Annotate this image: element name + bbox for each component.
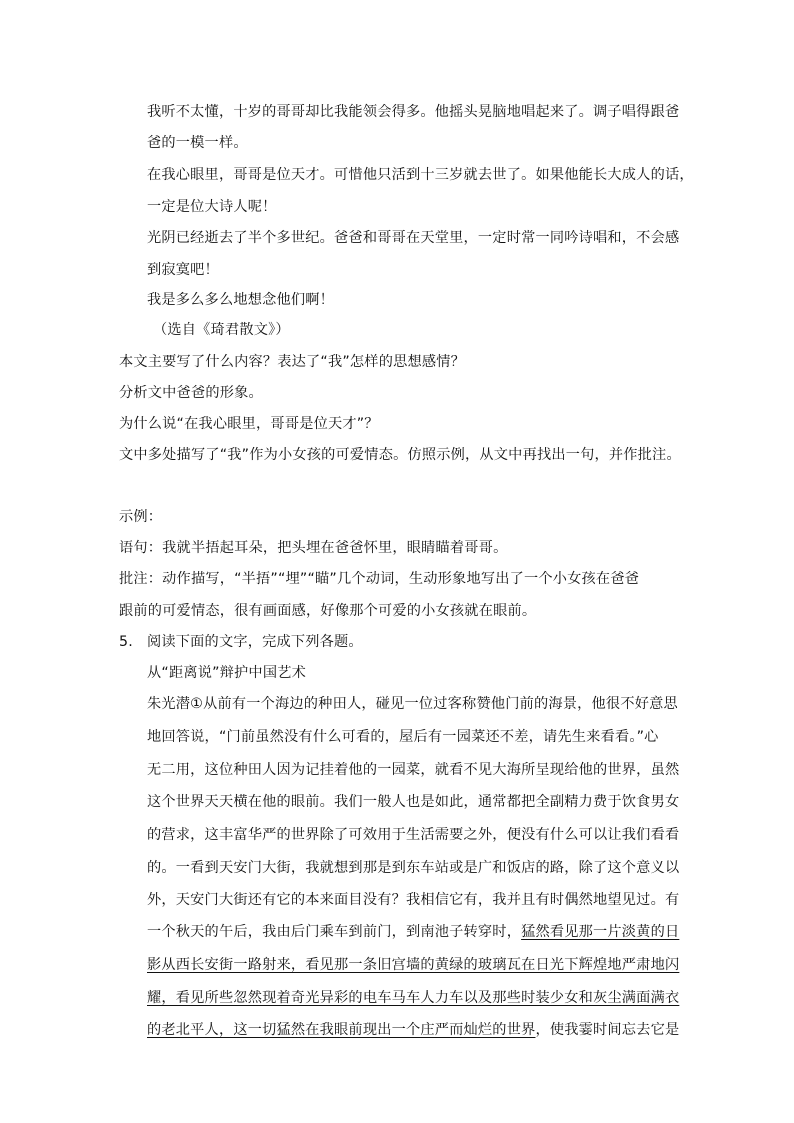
example-annotation: 跟前的可爱情态，很有画面感，好像那个可爱的小女孩就在眼前。 — [119, 603, 537, 619]
article-line: 这个世界天天横在他的眼前。我们一般人也是如此，通常都把全副精力费于饮食男女 — [147, 794, 680, 810]
underlined-passage: 猛然看见那一片淡黄的日 — [521, 924, 680, 940]
article-text: 一个秋天的午后，我由后门乘车到前门，到南池子转穿时， — [147, 924, 522, 940]
story-line: 到寂寞吧！ — [147, 262, 219, 278]
article-line — [147, 922, 679, 942]
story-line: 我是多么多么地想念他们啊！ — [147, 292, 335, 308]
story-line: 光阴已经逝去了半个多世纪。爸爸和哥哥在天堂里，一定时常一同吟诗唱和，不会感 — [147, 230, 680, 246]
article-line: 地回答说，“门前虽然没有什么可看的，屋后有一园菜还不差，请先生来看看。”心 — [147, 729, 659, 745]
underlined-passage: 影从西长安街一路射来，看见那一条旧宫墙的黄绿的玻璃瓦在日光下辉煌地严肃地闪 — [147, 957, 680, 973]
article-line: 的。一看到天安门大街，我就想到那是到东车站或是广和饭店的路，除了这个意义以 — [147, 860, 680, 876]
question-5-prompt: 阅读下面的文字，完成下列各题。 — [147, 634, 363, 650]
story-line: 爸的一模一样。 — [147, 135, 248, 151]
article-title: 从“距离说”辩护中国艺术 — [147, 665, 306, 681]
article-line: 朱光潜①从前有一个海边的种田人，碰见一位过客称赞他门前的海景，他很不好意思 — [147, 696, 678, 712]
source-citation: （选自《琦君散文》） — [153, 322, 290, 338]
example-sentence: 语句：我就半捂起耳朵，把头埋在爸爸怀里，眼睛瞄着哥哥。 — [119, 540, 508, 556]
example-heading: 示例： — [119, 509, 163, 525]
story-line: 我听不太懂，十岁的哥哥却比我能领会得多。他摇头晃脑地唱起来了。调子唱得跟爸 — [147, 104, 680, 120]
article-line: 无二用，这位种田人因为记挂着他的一园菜，就看不见大海所呈现给他的世界，虽然 — [147, 762, 680, 778]
question-3: 为什么说“在我心眼里，哥哥是位天才”？ — [119, 416, 379, 432]
underlined-passage: 的老北平人，这一切猛然在我眼前现出一个庄严而灿烂的世界 — [147, 1022, 536, 1038]
question-5-number: 5. — [119, 634, 133, 650]
question-4: 文中多处描写了“我”作为小女孩的可爱情态。仿照示例，从文中再找出一句，并作批注。 — [119, 447, 681, 463]
article-line: 外，天安门大街还有它的本来面目没有？我相信它有，我并且有时偶然地望见过。有 — [147, 892, 680, 908]
article-line: 的营求，这丰富华严的世界除了可效用于生活需要之外，便没有什么可以让我们看看 — [147, 827, 680, 843]
question-2: 分析文中爸爸的形象。 — [119, 385, 263, 401]
article-text: ，使我霎时间忘去它是 — [535, 1022, 680, 1038]
story-line: 在我心眼里，哥哥是位天才。可惜他只活到十三岁就去世了。如果他能长大成人的话， — [147, 167, 694, 183]
story-line: 一定是位大诗人呢！ — [147, 199, 277, 215]
example-annotation: 批注：动作描写，“半捂”“埋”“瞄”几个动词，生动形象地写出了一个小女孩在爸爸 — [119, 571, 640, 587]
underlined-passage: 耀，看见所些忽然现着奇光异彩的电车马车人力车以及那些时装少女和灰尘满面满衣 — [147, 990, 680, 1006]
question-1: 本文主要写了什么内容？表达了“我”怎样的思想感情？ — [119, 354, 466, 370]
article-line — [147, 1020, 679, 1040]
